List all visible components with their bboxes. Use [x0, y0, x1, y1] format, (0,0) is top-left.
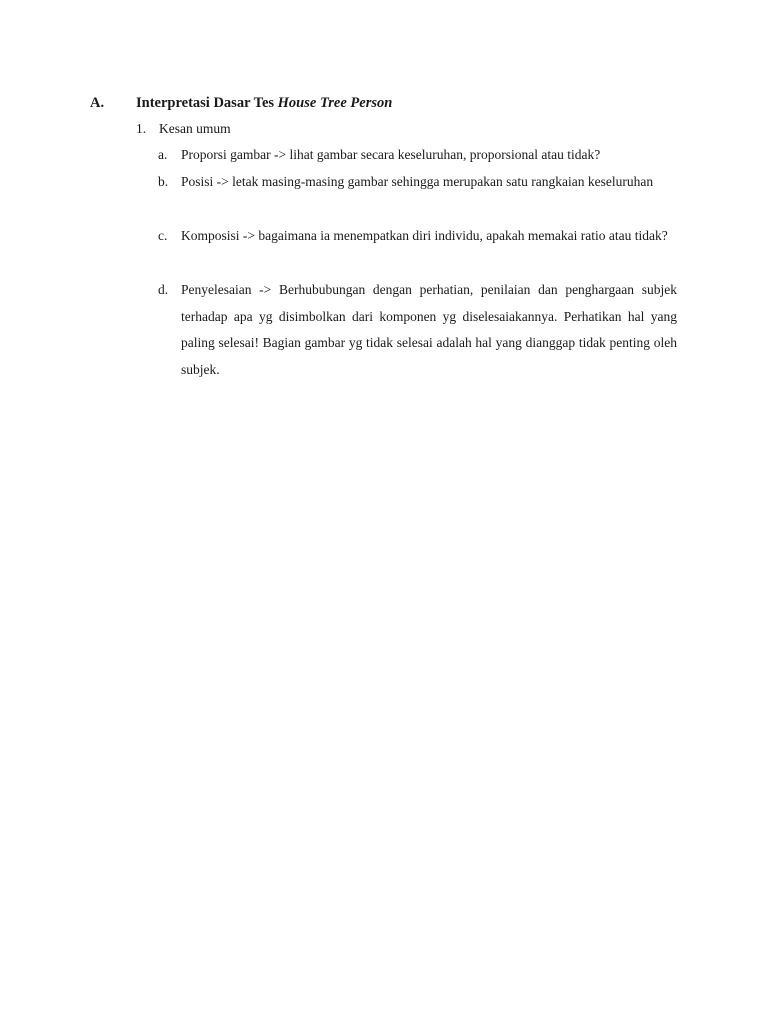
- subitem-c: [158, 223, 677, 250]
- section-title-italic: House Tree Person: [277, 95, 393, 111]
- subitem-text: Proporsi gambar -> lihat gambar secara keseluruhan, proporsional atau tidak?: [181, 147, 601, 162]
- section-title-plain: Interpretasi Dasar Tes: [136, 95, 278, 111]
- item-marker: 1.: [136, 121, 147, 136]
- subitem-marker: c.: [158, 228, 168, 243]
- subitem-a: [158, 142, 677, 169]
- item-label: Kesan umum: [159, 121, 231, 136]
- subitem-text: Penyelesaian -> Berhububungan dengan perhatian, penilaian dan penghargaan subjek terhadap apa yg disimbolkan dari komponen yg diselesaiakannya. Perhatikan hal yang paling selesai! Bagian gambar yg tidak selesai adalah hal yang dianggap tidak penting oleh subjek.: [181, 282, 677, 378]
- section-title: [136, 93, 392, 113]
- subitem-text: Posisi -> letak masing-masing gambar sehingga merupakan satu rangkaian keseluruhan: [181, 174, 654, 189]
- subitem-marker: d.: [158, 282, 169, 297]
- subitem-marker: b.: [158, 174, 169, 189]
- subitem-text: Komposisi -> bagaimana ia menempatkan diri individu, apakah memakai ratio atau tidak?: [181, 228, 668, 243]
- subitem-marker: a.: [158, 147, 168, 162]
- subitem-d: [158, 277, 677, 384]
- subitem-b: [158, 169, 677, 196]
- section-marker: A.: [90, 95, 105, 111]
